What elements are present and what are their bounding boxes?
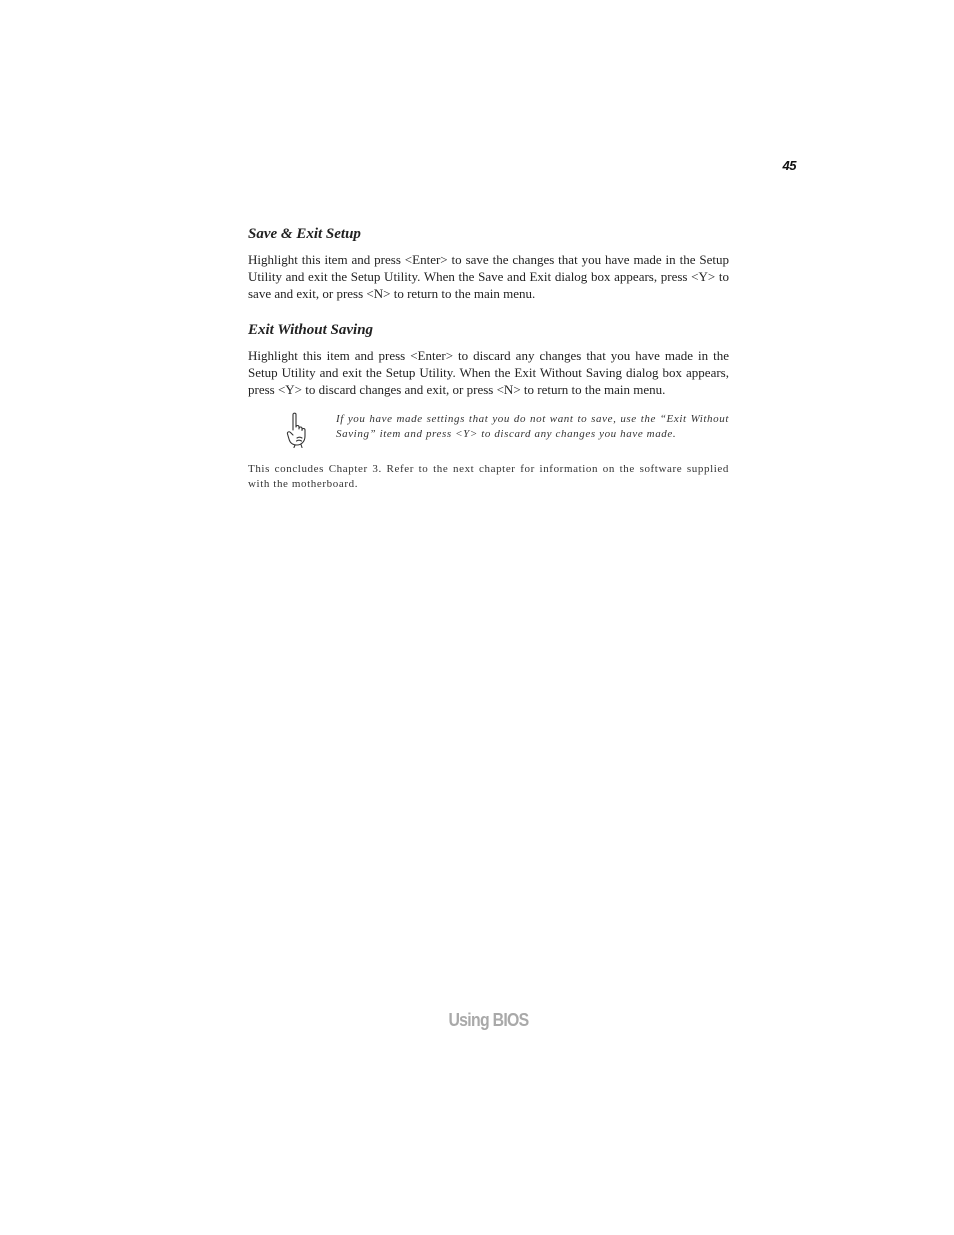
note-box <box>248 410 729 448</box>
note-icon-container <box>248 410 336 448</box>
footer-chapter-title: Using BIOS <box>448 1010 529 1030</box>
chapter-conclusion: This concludes Chapter 3. Refer to the next chapter for information on the software supplied with the motherboard. <box>248 463 729 490</box>
section-body: Highlight this item and press <Enter> to save the changes that you have made in the Setup Utility and exit the Setup Utility. When the Save and Exit dialog box appears, press <Y> to save and exit, or press <N> to return to the main menu. <box>248 252 729 301</box>
pointing-hand-icon <box>284 410 314 448</box>
note-text: If you have made settings that you do not want to save, use the “Exit Without Saving” item and press <Y> to discard any changes you have made. <box>336 413 729 440</box>
page-number: 45 <box>782 158 796 173</box>
section-heading: Save & Exit Setup <box>248 226 361 242</box>
section-body: Highlight this item and press <Enter> to discard any changes that you have made in the Setup Utility and exit the Setup Utility. When the Exit Without Saving dialog box appears, press <Y> to discard changes and exit, or press <N> to return to the main menu. <box>248 348 729 397</box>
section-exit-without-saving <box>248 322 729 398</box>
section-heading: Exit Without Saving <box>248 322 374 338</box>
section-save-exit-setup <box>248 226 729 302</box>
page-content <box>248 226 729 503</box>
